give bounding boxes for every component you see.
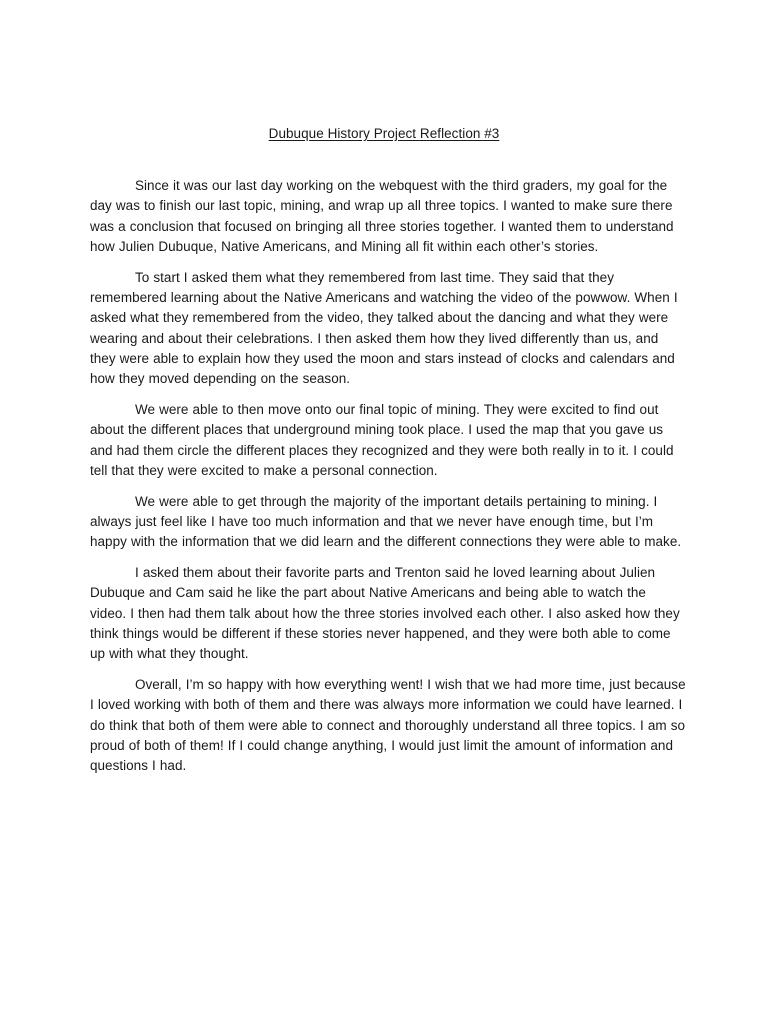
paragraph-2: To start I asked them what they remembered from last time. They said that they remembered learning about the Native Americans and watching the video of the powwow. When I asked what they remembered from the video, they talked about the dancing and what they were wearing and about their celebrations. I then asked them how they lived differently than us, and they were able to explain how they used the moon and stars instead of clocks and calendars and how they moved depending on the season.: [90, 269, 678, 387]
document-body: [90, 176, 686, 787]
paragraph-1: Since it was our last day working on the webquest with the third graders, my goal for the day was to finish our last topic, mining, and wrap up all three topics. I wanted to make sure there was a conclusion that focused on bringing all three stories together. I wanted them to understand how Julien Dubuque, Native Americans, and Mining all fit within each other’s stories.: [90, 178, 674, 254]
paragraph-3: We were able to then move onto our final topic of mining. They were excited to find out about the different places that underground mining took place. I used the map that you gave us and had them circle the different places they recognized and they were both really in to it. I could tell that they were excited to make a personal connection.: [90, 401, 674, 478]
paragraph-6: Overall, I’m so happy with how everything went! I wish that we had more time, just because I loved working with both of them and there was always more information we could have learned. I do think that both of them were able to connect and thoroughly understand all three topics. I am so proud of both of them! If I could change anything, I would just limit the amount of information and questions I had.: [90, 677, 686, 774]
document-title: Dubuque History Project Reflection #3: [268, 126, 500, 141]
paragraph-5: I asked them about their favorite parts and Trenton said he loved learning about Julien Dubuque and Cam said he like the part about Native Americans and being able to watch the video. I then had them talk about how the three stories involved each other. I also asked how they think things would be different if these stories never happened, and they were both able to come up with what they thought.: [90, 565, 680, 662]
paragraph-4: We were able to get through the majority of the important details pertaining to mining. I always just feel like I have too much information and that we never have enough time, but I’m happy with the information that we did learn and the different connections they were able to make.: [90, 493, 682, 550]
